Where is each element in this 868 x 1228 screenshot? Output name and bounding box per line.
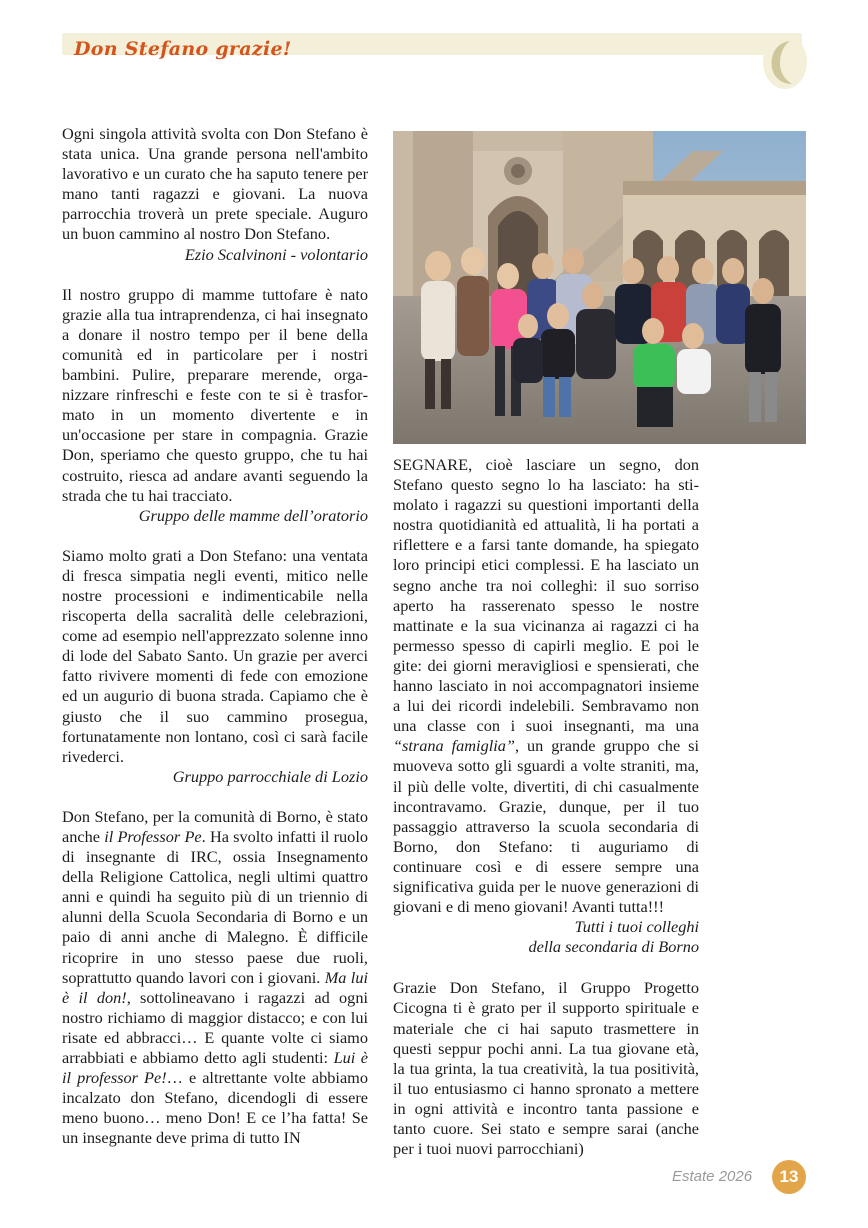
article-paragraph: SEGNARE, cioè lasciare un segno, don Stefano questo segno lo ha lasciato: ha stimolato i ragazzi su questioni importanti della nostra quotidianità ed attualità, li ha portati a riflettere e a farsi tante domande, ha spiegato loro principi etici complessi. E ha lasciato un segno anche tra noi colleghi: il suo sorriso aperto ha rasserenato spesso le nostre mattinate e la sua vicinanza ai ragazzi ci ha permesso spesso di capirli meglio. E poi le gite: dei giorni meravigliosi e spensierati, che hanno lasciato in noi accompagnatori insieme a lui dei ricordi indelebili. Sembravamo non una classe con i suoi insegnanti, ma una “strana famiglia”, un grande gruppo che si muoveva sotto gli sguardi a volte straniti, ma, il più delle volte, divertiti, di chi casualmente incontravamo. Grazie, dunque, per il tuo passaggio attraverso la scuola secondaria di Borno, don Stefano: ti auguriamo di continuare così e di essere sempre una significativa guida per le nuove generazioni di giovani e di meno giovani! Avanti tutta!!!: [393, 455, 699, 917]
article-paragraph: Grazie Don Stefano, il Gruppo Progetto Cicogna ti è grato per il supporto spirituale e materiale che ci hai saputo trasmettere in questi seppur pochi anni. La tua giovane età, la tua grinta, la tua creatività, la tua positività, il tuo entusiasmo ci hanno spronato a mettere in ogni attività e incontro tanta passione e tanto cuore. Sei stato e sempre sarai (anche per i tuoi nuovi parrocchiani): [393, 978, 699, 1159]
group-photo: [393, 131, 806, 444]
signature: Tutti i tuoi colleghi: [574, 917, 699, 937]
emphasis-text: “strana famiglia”: [393, 736, 515, 756]
emphasis-text: Lui è il professor Pe!: [62, 1048, 368, 1088]
crescent-decoration-icon: [760, 32, 808, 92]
article-paragraph: Il nostro gruppo di mamme tuttofare è nato grazie alla tua intraprendenza, ci hai insegnato a donare il nostro tempo per il bene della comunità ed in particolare per i nostri bambini. Pulire, preparare merende, organizzare rinfreschi e feste con te si è trasformato in un momento divertente e in un'occasione per stare in compagnia. Grazie Don, speriamo che questo gruppo, che tu hai costruito, riesca ad andare avanti seguendo la strada che tu hai tracciato.: [62, 284, 368, 505]
emphasis-text: il Professor Pe: [104, 827, 202, 846]
article-paragraph: Siamo molto grati a Don Stefano: una ventata di fresca simpatia negli eventi, mitico nelle nostre processioni e indimenticabile nella riscoperta della sacralità delle celebrazioni, come ad esempio nell'apprezzato solenne inno di lode del Sabato Santo. Un grazie per averci fatto rivivere momenti di fede con emozione ed un augurio di buona strada. Capiamo che è giusto che il suo cammino prosegua, fortunatamente non lontano, così ci sarà facile rivederci.: [62, 545, 368, 766]
article-paragraph: Ogni singola attività svolta con Don Stefano è stata unica. Una grande persona nell'ambito lavorativo e un curato che ha saputo tenere per mano tanti ragazzi e giovani. La nuova parrocchia troverà un prete speciale. Auguro un buon cammino al nostro Don Stefano.: [62, 124, 368, 244]
signature: Ezio Scalvinoni - volontario: [184, 244, 368, 264]
left-column: [62, 124, 368, 1149]
page-title: Don Stefano grazie!: [74, 38, 292, 60]
article-paragraph: Don Stefano, per la comunità di Borno, è stato anche il Professor Pe. Ha svolto infatti il ruolo di insegnante di IRC, ossia Insegnamento della Religione Cattolica, negli ultimi quattro anni e quindi ha seguito più di un triennio di alunni della Scuola Secondaria di Borno e un paio di anni anche di Malegno. È difficile ricoprire in uno stesso paese due ruoli, soprattutto quando lavori con i giovani. Ma lui è il don!, sottolineavano i ragazzi ad ogni nostro richiamo di maggior distacco; e con lui risate ed abbracci… E quante volte ci siamo arrabbiati e abbiamo detto agli studenti: Lui è il professor Pe!… e altrettante volte abbiamo incalzato don Stefano, dicendogli di essere meno buono… meno Don! E ce l’ha fatta! Se un insegnante deve prima di tutto IN: [62, 806, 368, 1148]
right-column: [393, 455, 699, 1159]
emphasis-text: Ma lui è il don!,: [62, 967, 368, 1007]
page-number: 13: [772, 1160, 806, 1194]
signature: Gruppo delle mamme dell’oratorio: [138, 505, 368, 525]
issue-label: Estate 2026: [672, 1168, 753, 1185]
signature: della secondaria di Borno: [528, 937, 699, 957]
signature: Gruppo parrocchiale di Lozio: [172, 766, 368, 786]
